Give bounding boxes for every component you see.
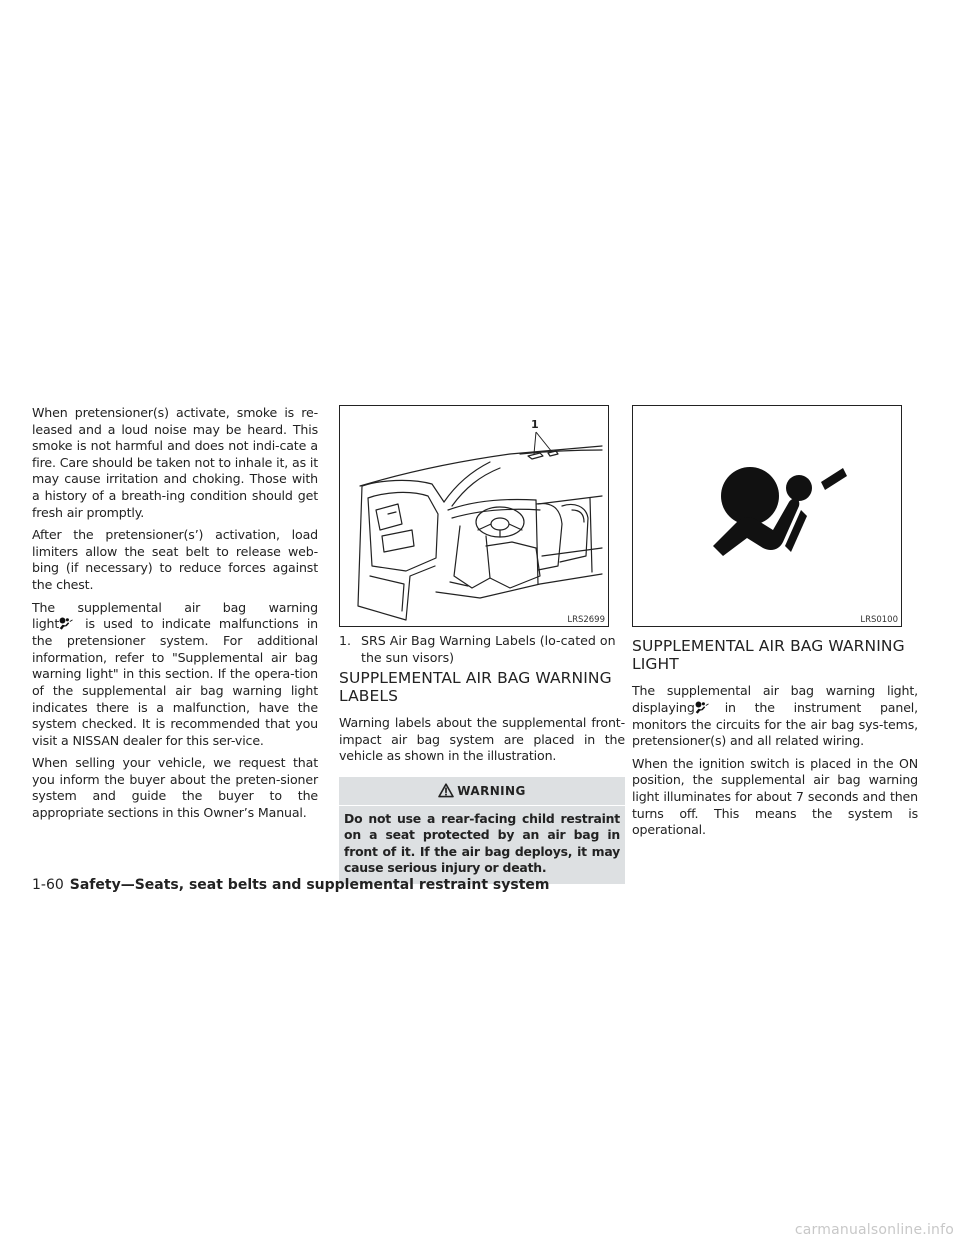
page-footer [32, 876, 550, 894]
car-interior-illustration [340, 406, 608, 626]
page-number: 1-60 [32, 877, 64, 893]
text-light: light [32, 616, 60, 632]
text-rest: in the instrument panel, monitors the circuits for the air bag sys-tems, pretensioner(s) and all related wiring. [632, 699, 918, 749]
paragraph-selling: When selling your vehicle, we request that you inform the buyer about the preten-sioner system and guide the buyer to the appropriate sections in this Owner’s Manual. [32, 755, 318, 821]
paragraph-warning-light-line1: The supplemental air bag warning [32, 599, 318, 615]
column-2 [339, 405, 625, 884]
caption-number: 1. [339, 633, 352, 648]
column-3 [632, 405, 918, 845]
paragraph-warning-light-line1: The supplemental air bag warning light, [632, 683, 918, 698]
figure-airbag-labels [339, 405, 609, 627]
airbag-symbol-illustration [633, 406, 901, 626]
paragraph-ignition: When the ignition switch is placed in the ON position, the supplemental air bag warning light illuminates for about 7 seconds and then turns off. This means the system is operational. [632, 755, 918, 838]
caption-text: SRS Air Bag Warning Labels (lo-cated on the sun visors) [361, 633, 616, 665]
figure-code: LRS2699 [567, 615, 605, 625]
warning-divider [339, 805, 625, 806]
callout-number: 1 [531, 418, 539, 431]
airbag-warning-icon [695, 701, 725, 717]
text-displaying: displaying [632, 699, 695, 715]
warning-title: WARNING [457, 783, 526, 798]
watermark: carmanualsonline.info [794, 1222, 954, 1238]
warning-triangle-icon [438, 783, 454, 798]
warning-box [339, 777, 625, 884]
paragraph-load-limiters: After the pretensioner(s’) activation, load limiters allow the seat belt to release web-bing (if necessary) to reduce forces against the chest. [32, 527, 318, 592]
heading-warning-labels: SUPPLEMENTAL AIR BAG WARNING LABELS [339, 669, 612, 706]
text-rest: is used to indicate malfunctions in the pretensioner system. For additional information, refer to "Supplemental air bag warning light" in this section. If the opera-tion of the supplemental air bag warning light indicates there is a malfunction, have the system checked. It is recommended that you visit a NISSAN dealer for this ser-vice. [32, 616, 318, 748]
paragraph-monitors [632, 700, 918, 750]
column-1 [32, 405, 318, 828]
figure-caption [339, 633, 625, 666]
section-title: Safety—Seats, seat belts and supplemental restraint system [69, 877, 550, 893]
warning-text: Do not use a rear-facing child restraint on a seat protected by an air bag in front of it. If the air bag deploys, it may cause serious injury or death. [344, 810, 620, 876]
paragraph-warning-light [32, 616, 318, 749]
paragraph-warning-labels: Warning labels about the supplemental front-impact air bag system are placed in the vehicle as shown in the illustration. [339, 715, 625, 764]
figure-code: LRS0100 [860, 615, 898, 625]
heading-warning-light: SUPPLEMENTAL AIR BAG WARNING LIGHT [632, 637, 905, 673]
airbag-warning-icon [59, 617, 85, 633]
warning-header [344, 783, 620, 799]
figure-airbag-symbol [632, 405, 902, 627]
paragraph-smoke: When pretensioner(s) activate, smoke is re-leased and a loud noise may be heard. This smoke is not harmful and does not indi-cate a fire. Care should be taken not to inhale it, as it may cause irritation and choking. Those with a history of a breath-ing condition should get fresh air promptly. [32, 405, 318, 520]
